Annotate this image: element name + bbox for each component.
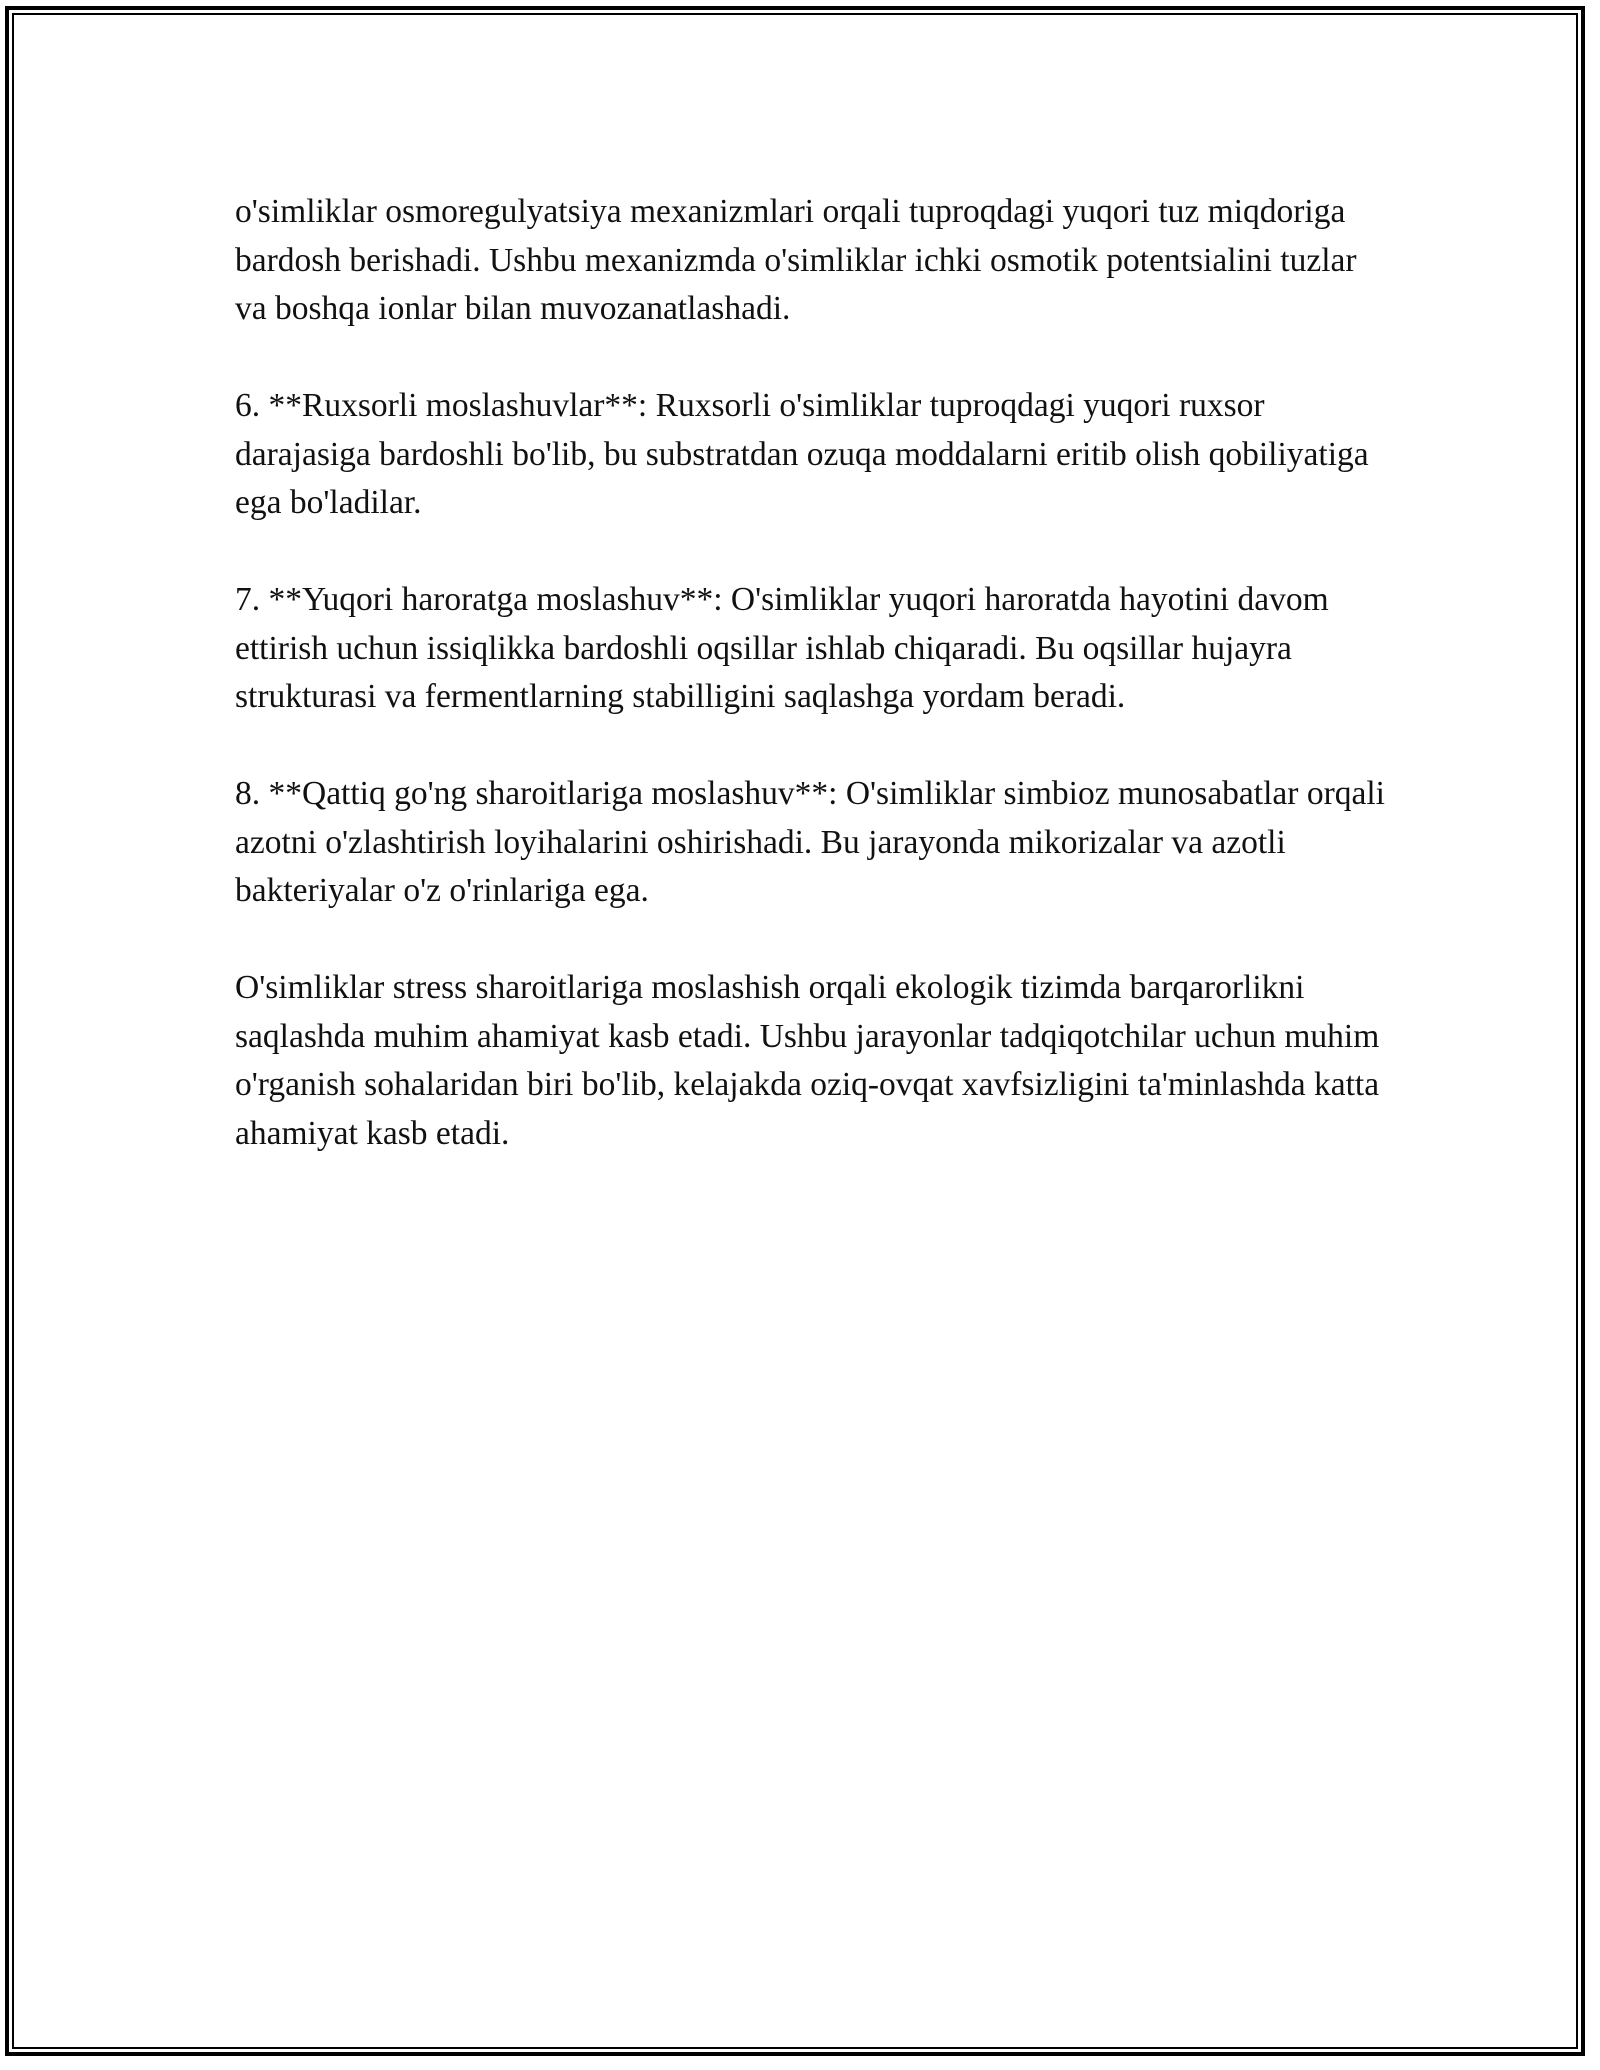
paragraph-osmoregulation: o'simliklar osmoregulyatsiya mexanizmlari orqali tuproqdagi yuqori tuz miqdoriga bardosh berishadi. Ushbu mexanizmda o'simliklar ichki osmotik potentsialini tuzlar va boshqa ionlar bilan muvozanatlashadi.	[235, 193, 1357, 327]
paragraph-conclusion: O'simliklar stress sharoitlariga moslashish orqali ekologik tizimda barqarorlikni saqlashda muhim ahamiyat kasb etadi. Ushbu jarayonlar tadqiqotchilar uchun muhim o'rganish sohalaridan biri bo'lib, kelajakda oziq-ovqat xavfsizligini ta'minlashda katta ahamiyat kasb etadi.	[235, 969, 1380, 1152]
paragraph-item-8: 8. **Qattiq go'ng sharoitlariga moslashuv**: O'simliklar simbioz munosabatlar orqali azotni o'zlashtirish loyihalarini oshirishadi. Bu jarayonda mikorizalar va azotli bakteriyalar o'z o'rinlariga ega.	[235, 775, 1385, 909]
document-body	[235, 188, 1385, 1207]
paragraph-item-7: 7. **Yuqori haroratga moslashuv**: O'simliklar yuqori haroratda hayotini davom ettirish uchun issiqlikka bardoshli oqsillar ishlab chiqaradi. Bu oqsillar hujayra strukturasi va fermentlarning stabilligini saqlashga yordam beradi.	[235, 581, 1329, 715]
paragraph-item-6: 6. **Ruxsorli moslashuvlar**: Ruxsorli o'simliklar tuproqdagi yuqori ruxsor darajasiga bardoshli bo'lib, bu substratdan ozuqa moddalarni eritib olish qobiliyatiga ega bo'ladilar.	[235, 387, 1369, 521]
